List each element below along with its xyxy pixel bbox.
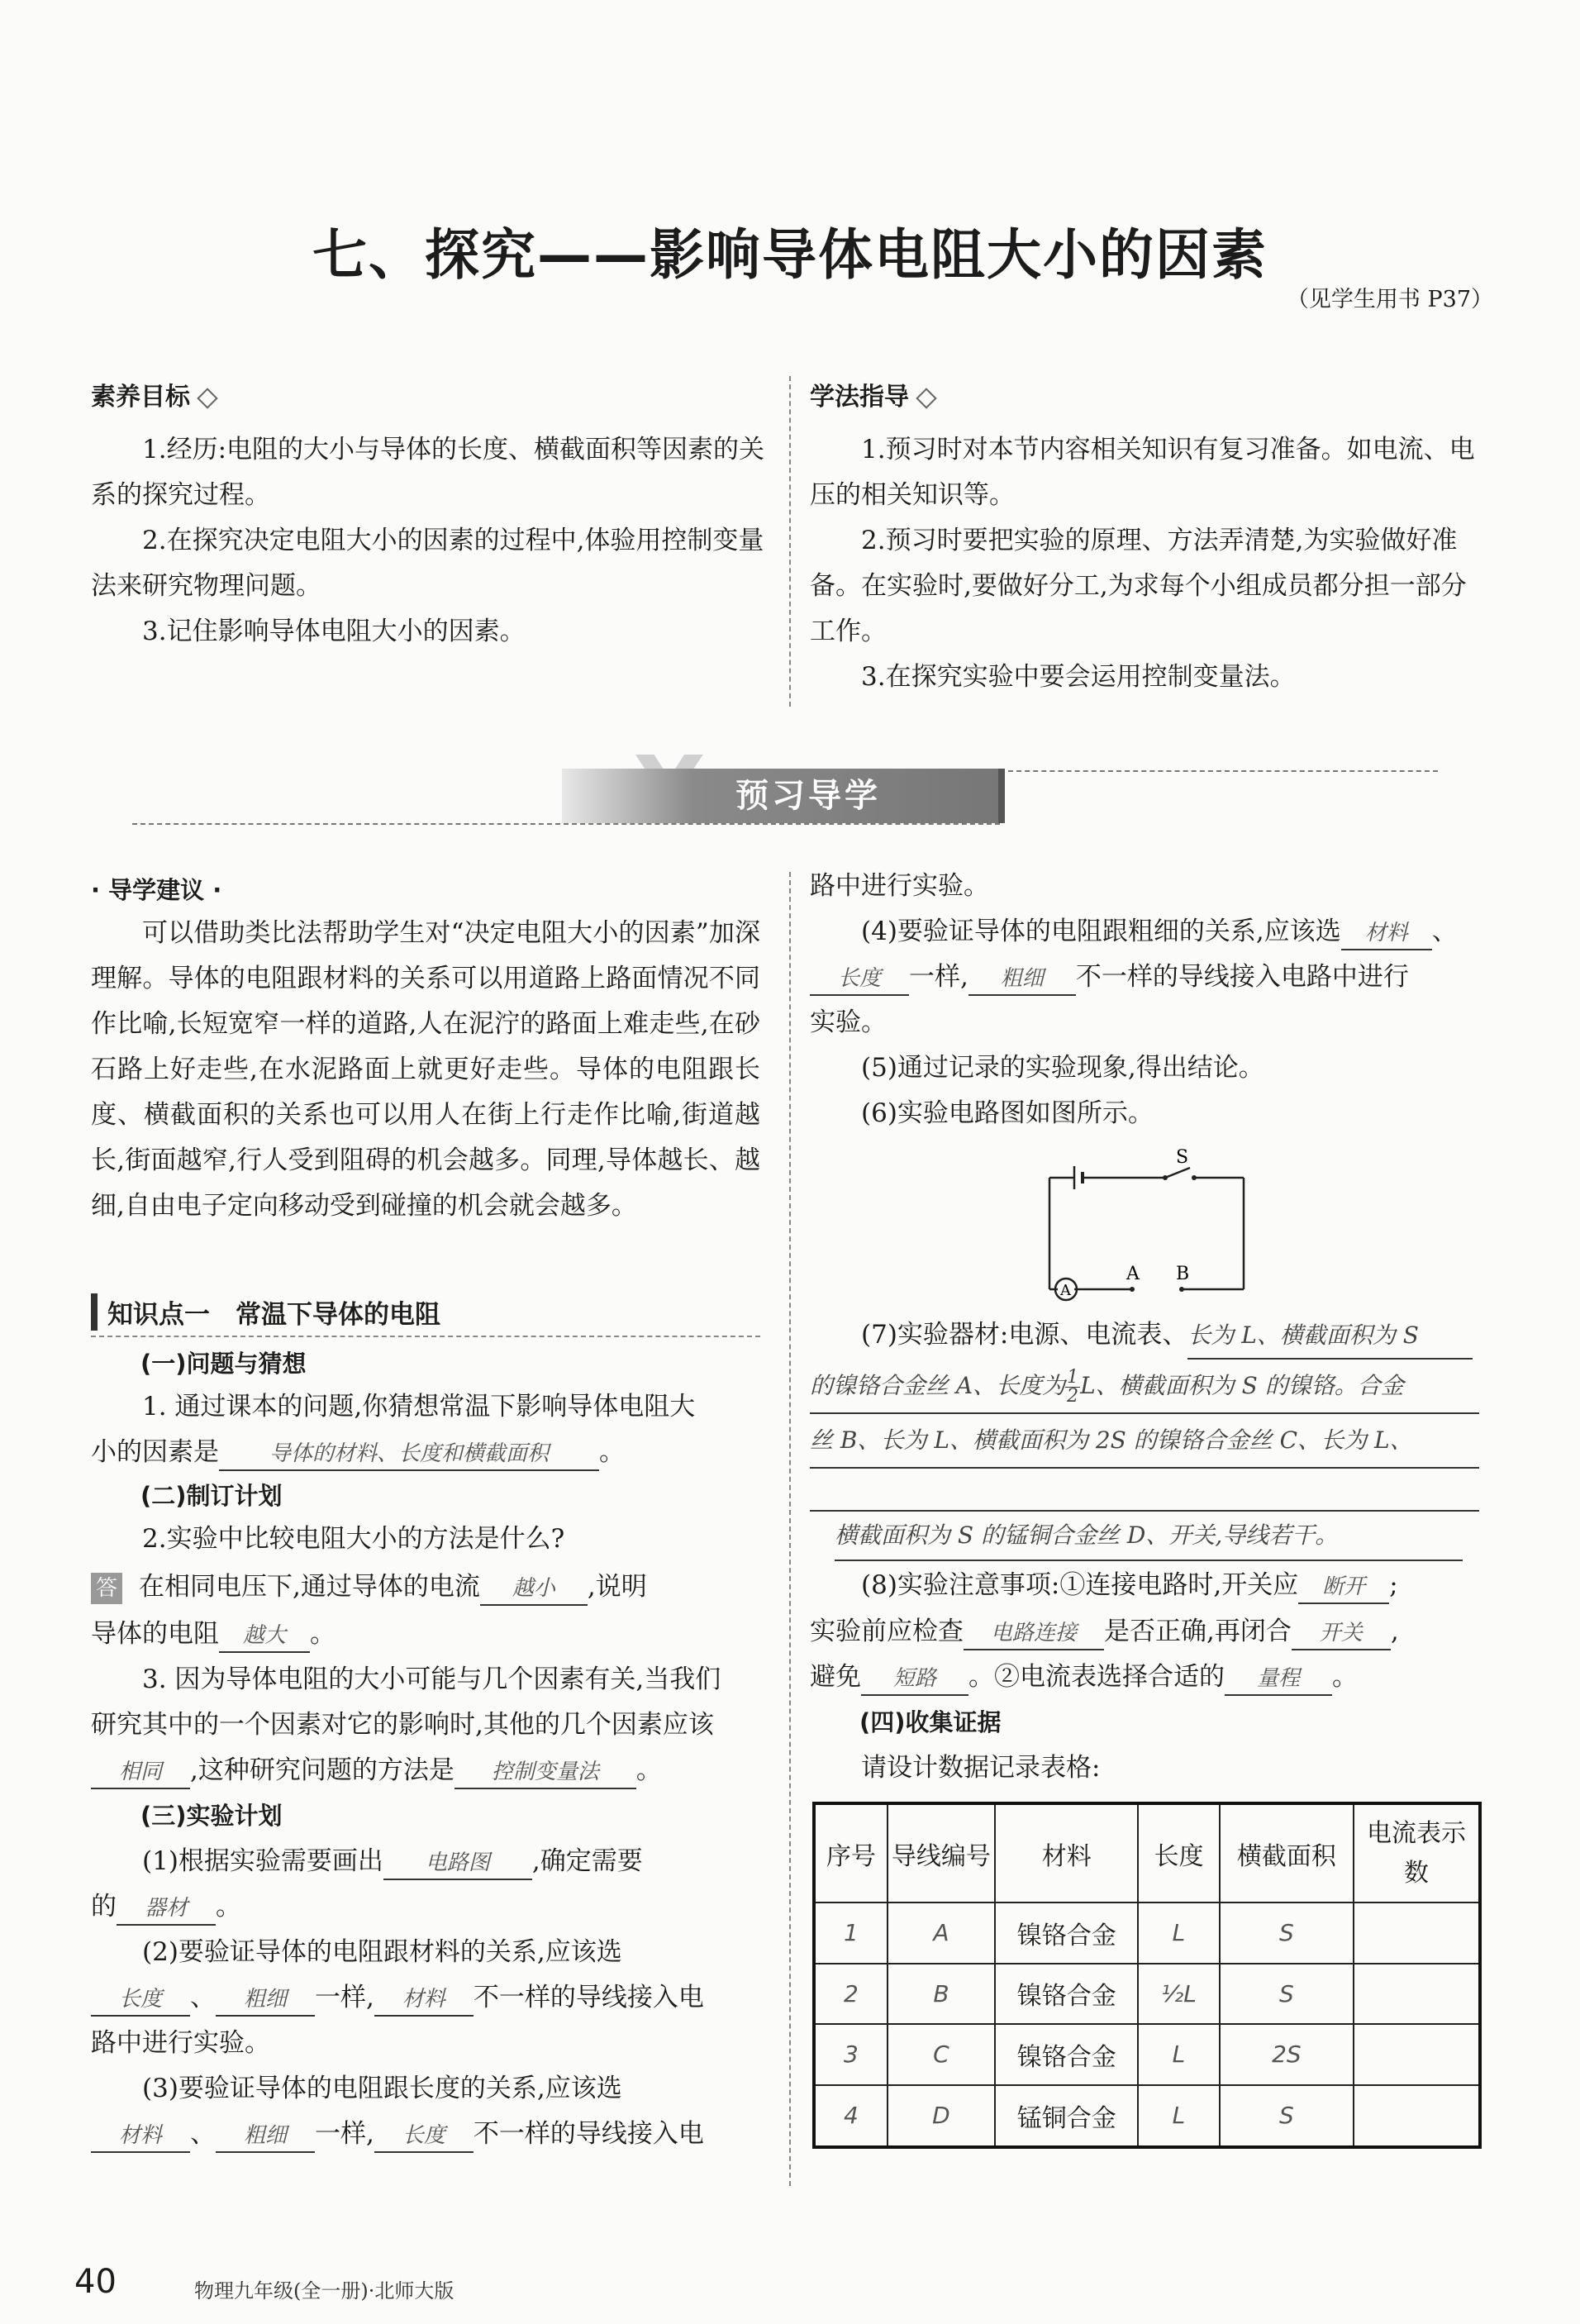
book-title: 物理九年级(全一册)·北师大版 <box>194 2279 454 2303</box>
answer-blank: 越大 <box>219 1620 310 1653</box>
question-1: 1. 通过课本的问题,你猜想常温下影响导体电阻大 <box>142 1392 696 1422</box>
terminal-a <box>1130 1287 1135 1292</box>
methods-section <box>810 376 1487 700</box>
answer-blank: 导体的材料、长度和横截面积 <box>219 1438 599 1471</box>
goal-item: 3.记住影响导体电阻大小的因素。 <box>142 617 526 646</box>
table-header: 序号 <box>814 1803 888 1903</box>
answer-blank: 量程 <box>1225 1663 1332 1696</box>
data-record-table <box>812 1802 1482 2149</box>
diamond-icon <box>197 388 217 408</box>
table-header-row <box>814 1803 1480 1903</box>
goals-section <box>91 376 769 655</box>
answer-blank: 材料 <box>374 1983 474 2017</box>
table-header: 横截面积 <box>1220 1803 1354 1903</box>
answer-blank: 断开 <box>1298 1571 1389 1604</box>
subsection-heading: (二)制订计划 <box>140 1482 283 1510</box>
page-title: 七、探究——影响导体电阻大小的因素 <box>312 223 1268 287</box>
answer-blank: 开关 <box>1292 1617 1391 1650</box>
table-row: 2 B 镍铬合金 ½L S <box>814 1964 1480 2025</box>
answer-blank: 相同 <box>91 1756 190 1789</box>
table-header: 长度 <box>1138 1803 1219 1903</box>
equipment-section: (7)实验器材:电源、电流表、长为 L、横截面积为 S 的镍铬合金丝 A、长度为 $\frac{1}{2}$ L、横截面积为 S 的镍铬。合金 丝 B、长为 L、横截面积为 2S 的镍铬合金丝 C、长为 L、 横截面积为 S 的锰铜合金丝 D、开关,导线若干。 (8)实验注意事项:①连接电路时,开关应 断开 ; 实验前应检查 电路连接 是否正确,再闭合 开关 , 避免 短路 。②电流表选择合适的 量程 。 (四)收集证据 请设计数据记录表格: <box>810 1312 1487 1791</box>
circuit-diagram <box>1025 1145 1273 1310</box>
answer-blank: 粗细 <box>216 1983 315 2017</box>
diamond-icon <box>916 388 936 408</box>
method-item: 3.在探究实验中要会运用控制变量法。 <box>861 662 1296 692</box>
question-2: 2.实验中比较电阻大小的方法是什么? <box>142 1524 565 1554</box>
switch-blade <box>1165 1168 1190 1178</box>
ammeter-label: A <box>1060 1282 1071 1299</box>
table-row: 1 A 镍铬合金 L S <box>814 1903 1480 1964</box>
table-header: 材料 <box>995 1803 1138 1903</box>
student-book-reference: （见学生用书 P37） <box>1286 287 1493 312</box>
method-item: 2.预习时要把实验的原理、方法弄清楚,为实验做好准备。在实验时,要做好分工,为求每个小组成员都分担一部分工作。 <box>810 526 1467 646</box>
guide-heading: · 导学建议 · <box>91 876 222 904</box>
goal-item: 2.在探究决定电阻大小的因素的过程中,体验用控制变量法来研究物理问题。 <box>91 526 764 601</box>
goals-heading: 素养目标 <box>91 376 769 412</box>
methods-heading: 学法指导 <box>810 376 1487 412</box>
answer-blank: 长为 L、横截面积为 S <box>1187 1312 1473 1360</box>
guide-text: 可以借助类比法帮助学生对“决定电阻大小的因素”加深理解。导体的电阻跟材料的关系可以用道路上路面情况不同作比喻,长短宽窄一样的道路,人在泥泞的路面上难走些,在砂石路上好走些,在水泥路面上就更好走些。导体的电阻跟长度、横截面积的关系也可以用人在街上行走作比喻,街道越长,街面越窄,行人受到阻碍的机会越多。同理,导体越长、越细,自由电子定向移动受到碰撞的机会就会越多。 <box>91 918 760 1221</box>
answer-blank: 控制变量法 <box>454 1756 636 1789</box>
answer-blank: 电路连接 <box>964 1617 1104 1650</box>
terminal-b <box>1179 1287 1184 1292</box>
answer-blank: 粗细 <box>216 2120 315 2153</box>
answer-blank: 粗细 <box>968 963 1076 996</box>
goal-item: 1.经历:电阻的大小与导体的长度、横截面积等因素的关系的探究过程。 <box>91 435 765 510</box>
table-header: 电流表示数 <box>1354 1803 1480 1903</box>
answer-blank: 越小 <box>480 1573 588 1606</box>
blank-line <box>810 1469 1479 1512</box>
table-row: 4 D 锰铜合金 L S <box>814 2085 1480 2147</box>
question-3: 3. 因为导体电阻的大小可能与几个因素有关,当我们 <box>142 1664 721 1694</box>
subsection-heading: (三)实验计划 <box>140 1802 283 1830</box>
answer-blank: 长度 <box>91 1983 190 2017</box>
subsection-heading: (一)问题与猜想 <box>140 1350 307 1378</box>
switch-contact <box>1192 1175 1197 1180</box>
column-divider <box>789 376 791 707</box>
knowledge-point-header <box>91 1293 760 1337</box>
page-number: 40 <box>74 2263 117 2301</box>
answer-tag: 答 <box>91 1573 122 1604</box>
answer-blank: 器材 <box>117 1893 216 1926</box>
table-header: 导线编号 <box>888 1803 995 1903</box>
answer-blank: 材料 <box>91 2120 190 2153</box>
answer-blank: 长度 <box>810 963 909 996</box>
column-divider <box>789 872 791 2186</box>
section-banner: 预习导学 <box>562 769 998 823</box>
method-item: 1.预习时对本节内容相关知识有复习准备。如电流、电压的相关知识等。 <box>810 435 1475 510</box>
right-column: 路中进行实验。 (4)要验证导体的电阻跟粗细的关系,应该选 材料 、 长度 一样, 粗细 不一样的导线接入电路中进行 实验。 (5)通过记录的实验现象,得出结论。 (6)实验电路图如图所示。 <box>810 871 1458 1128</box>
fraction: $\frac{1}{2}$ <box>1067 1367 1079 1407</box>
answer-blank: 电路图 <box>383 1847 532 1880</box>
banner-line-left <box>132 823 1000 825</box>
answer-blank: 长度 <box>374 2120 474 2153</box>
guide-box <box>91 872 760 1229</box>
terminal-a-label: A <box>1126 1264 1140 1284</box>
terminal-b-label: B <box>1176 1264 1190 1284</box>
kp1-body: (一)问题与猜想 1. 通过课本的问题,你猜想常温下影响导体电阻大 小的因素是 导体的材料、长度和横截面积 。 (二)制订计划 2.实验中比较电阻大小的方法是什么? 答 在相同电压下,通过导体的电流 越小 ,说明 导体的电阻 越大 。 3. 因为导体电阻的大小可能与几个因素有关,当我们 研究其中的一个因素对它的影响时,其他的几个因素应该 相同 ,这种研究问题的方法是 控制变量法 。 (三)实验计划 (1)根据实验需要画出 电路图 ,确定需要 的 器材 。 (2)要验证导体的电阻跟材料的关系,应该选 长度 、 粗细 一样, 材料 不一样的导线接入电 路中进行实验。 (3)要验证导体的电阻跟长度的关系,应该选 材料 、 粗细 一样, 长度 不一样的导线接入电 <box>91 1343 769 2157</box>
answer-blank: 材料 <box>1341 917 1432 950</box>
switch-contact <box>1163 1175 1168 1180</box>
knowledge-point-title: 知识点一 常温下导体的电阻 <box>91 1293 760 1331</box>
subsection-heading: (四)收集证据 <box>859 1708 1002 1736</box>
answer-blank: 短路 <box>861 1663 968 1696</box>
switch-label: S <box>1176 1147 1189 1168</box>
banner-line-right <box>1008 770 1438 772</box>
table-row: 3 C 镍铬合金 L 2S <box>814 2024 1480 2085</box>
banner-bar <box>998 769 1005 823</box>
